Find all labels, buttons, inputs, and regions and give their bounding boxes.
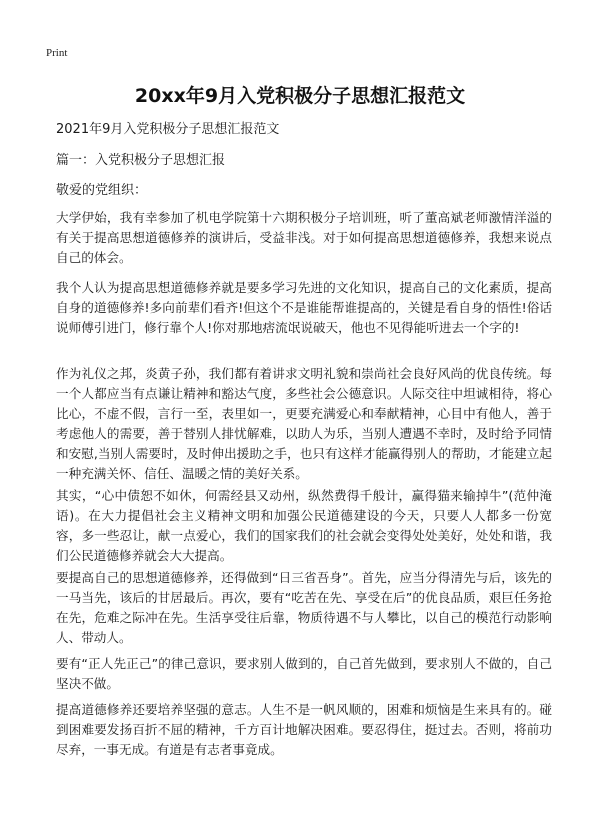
paragraph-3: 作为礼仪之邦，炎黄子孙，我们都有着讲求文明礼貌和崇尚社会良好风尚的优良传统。每一个人都应当有点谦让精神和豁达气度，多些社会公德意识。人际交往中坦诚相待，将心比心，不虚不假，言行一至，表里如一，更要充满爱心和奉献精神，心目中有他人，善于考虑他人的需要，善于替别人排忧解难，以助人为乐，当别人遭遇不幸时，及时给予同情和安慰,当别人需要时，及时伸出援助之手，也只有这样才能赢得别人的帮助，才能建立起一种充满关怀、信任、温暖之情的美好关系。 [56,366,552,481]
paragraph-6: 要有“正人先正己”的律己意识，要求别人做到的，自己首先做到，要求别人不做的，自己坚决不做。 [56,656,552,691]
salutation: 敬爱的党组织： [56,183,148,198]
paragraph-5: 要提高自己的思想道德修养，还得做到“日三省吾身”。首先，应当分得清先与后，该先的一马当先，该后的甘居最后。再次，要有“吃苦在先、享受在后”的优良品质，艰巨任务抢在先，危难之际冲在先。生活享受往后靠，物质待遇不与人攀比，以自己的模范行动影响人、带动人。 [56,570,552,645]
paragraph-2: 我个人认为提高思想道德修养就是要多学习先进的文化知识，提高自己的文化素质，提高自身的道德修养!多向前辈们看齐!但这个不是谁能帮谁提高的，关键是看自身的悟性!俗话说师傅引进门，修行靠个人!你对那地痞流氓说破天，他也不见得能听进去一个字的! [56,280,552,335]
paragraph-1: 大学伊始，我有幸参加了机电学院第十六期积极分子培训班，听了董高斌老师激情洋溢的有关于提高思想道德修养的演讲后，受益非浅。对于如何提高思想道德修养，我想来说点自己的体会。 [56,210,552,265]
paragraph-4: 其实，“心中债恕不如休，何需经县又动州，纵然费得千般计，赢得猫来输掉牛”(范仲淹语)。在大力提倡社会主义精神文明和加强公民道德建设的今天，只要人人都多一份宽容，多一些忍让，献一点爱心，我们的国家我们的社会就会变得处处美好，处处和谐，我们公民道德修养就会大大提高。 [56,488,552,563]
document-title: 20xx年9月入党积极分子思想汇报范文 [134,85,466,107]
paragraph-7: 提高道德修养还要培养坚强的意志。人生不是一帆风顺的，困难和烦恼是生来具有的。碰到困难要发扬百折不屈的精神，千方百计地解决困难。要忍得住，挺过去。否则，将前功尽弃，一事无成。有道是有志者事竟成。 [56,702,552,757]
section-heading: 篇一：入党积极分子思想汇报 [56,153,226,168]
document-subtitle: 2021年9月入党积极分子思想汇报范文 [56,122,280,137]
print-link[interactable]: Print [46,47,68,59]
